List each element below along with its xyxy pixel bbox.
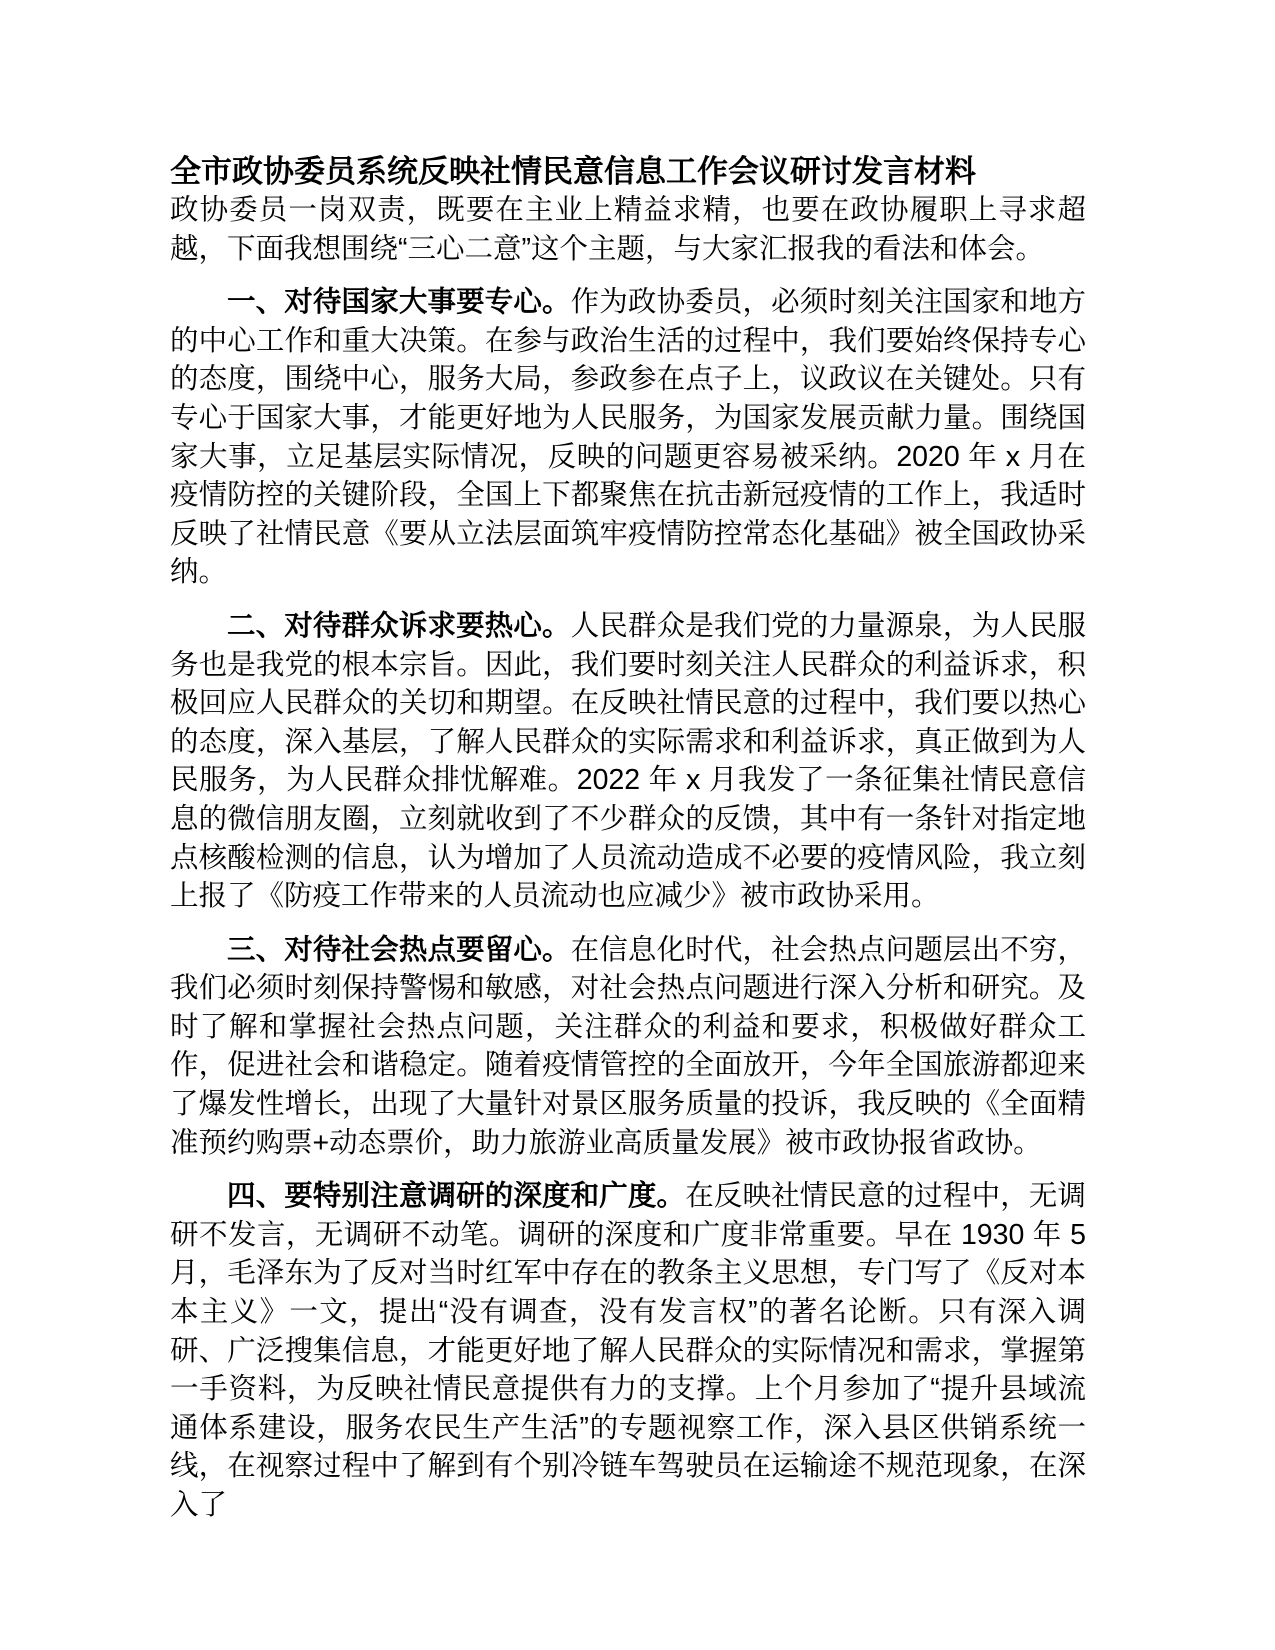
section-3-body: 在信息化时代，社会热点问题层出不穷，我们必须时刻保持警惕和敏感，对社会热点问题进行深入分析和研究。及时了解和掌握社会热点问题，关注群众的利益和要求，积极做好群众工作，促进社会和谐稳定。随着疫情管控的全面放开，今年全国旅游都迎来了爆发性增长，出现了大量针对景区服务质量的投诉，我反映的《全面精准预约购票+动态票价，助力旅游业高质量发展》被市政协报省政协。	[170, 933, 1086, 1159]
section-paragraph-4	[170, 1177, 1086, 1524]
section-paragraph-3	[170, 931, 1086, 1163]
section-3-heading: 三、对待社会热点要留心。	[227, 933, 571, 966]
section-paragraph-1	[170, 283, 1086, 592]
section-4-body: 在反映社情民意的过程中，无调研不发言，无调研不动笔。调研的深度和广度非常重要。早在 1930 年 5 月，毛泽东为了反对当时红军中存在的教条主义思想，专门写了《反对本本主义》一文，提出“没有调查，没有发言权”的著名论断。只有深入调研、广泛搜集信息，才能更好地了解人民群众的实际情况和需求，掌握第一手资料，为反映社情民意提供有力的支撑。上个月参加了“提升县域流通体系建设，服务农民生产生活”的专题视察工作，深入县区供销系统一线，在视察过程中了解到有个别冷链车驾驶员在运输途不规范现象，在深入了	[170, 1180, 1086, 1521]
section-paragraph-2	[170, 607, 1086, 916]
document-content	[170, 152, 1086, 1540]
section-2-body: 人民群众是我们党的力量源泉，为人民服务也是我党的根本宗旨。因此，我们要时刻关注人民群众的利益诉求，积极回应人民群众的关切和期望。在反映社情民意的过程中，我们要以热心的态度，深入基层，了解人民群众的实际需求和利益诉求，真正做到为人民服务，为人民群众排忧解难。2022 年 x 月我发了一条征集社情民意信息的微信朋友圈，立刻就收到了不少群众的反馈，其中有一条针对指定地点核酸检测的信息，认为增加了人员流动造成不必要的疫情风险，我立刻上报了《防疫工作带来的人员流动也应减少》被市政协采用。	[170, 609, 1086, 913]
intro-paragraph: 政协委员一岗双责，既要在主业上精益求精，也要在政协履职上寻求超越，下面我想围绕“三心二意”这个主题，与大家汇报我的看法和体会。	[170, 194, 1086, 265]
section-1-heading: 一、对待国家大事要专心。	[227, 286, 571, 319]
section-1-body: 作为政协委员，必须时刻关注国家和地方的中心工作和重大决策。在参与政治生活的过程中，我们要始终保持专心的态度，围绕中心，服务大局，参政参在点子上，议政议在关键处。只有专心于国家大事，才能更好地为人民服务，为国家发展贡献力量。围绕国家大事，立足基层实际情况，反映的问题更容易被采纳。2020 年 x 月在疫情防控的关键阶段，全国上下都聚焦在抗击新冠疫情的工作上，我适时反映了社情民意《要从立法层面筑牢疫情防控常态化基础》被全国政协采纳。	[170, 286, 1086, 589]
page-title: 全市政协委员系统反映社情民意信息工作会议研讨发言材料	[170, 154, 976, 189]
section-2-heading: 二、对待群众诉求要热心。	[227, 609, 571, 642]
section-4-heading: 四、要特别注意调研的深度和广度。	[227, 1180, 686, 1213]
